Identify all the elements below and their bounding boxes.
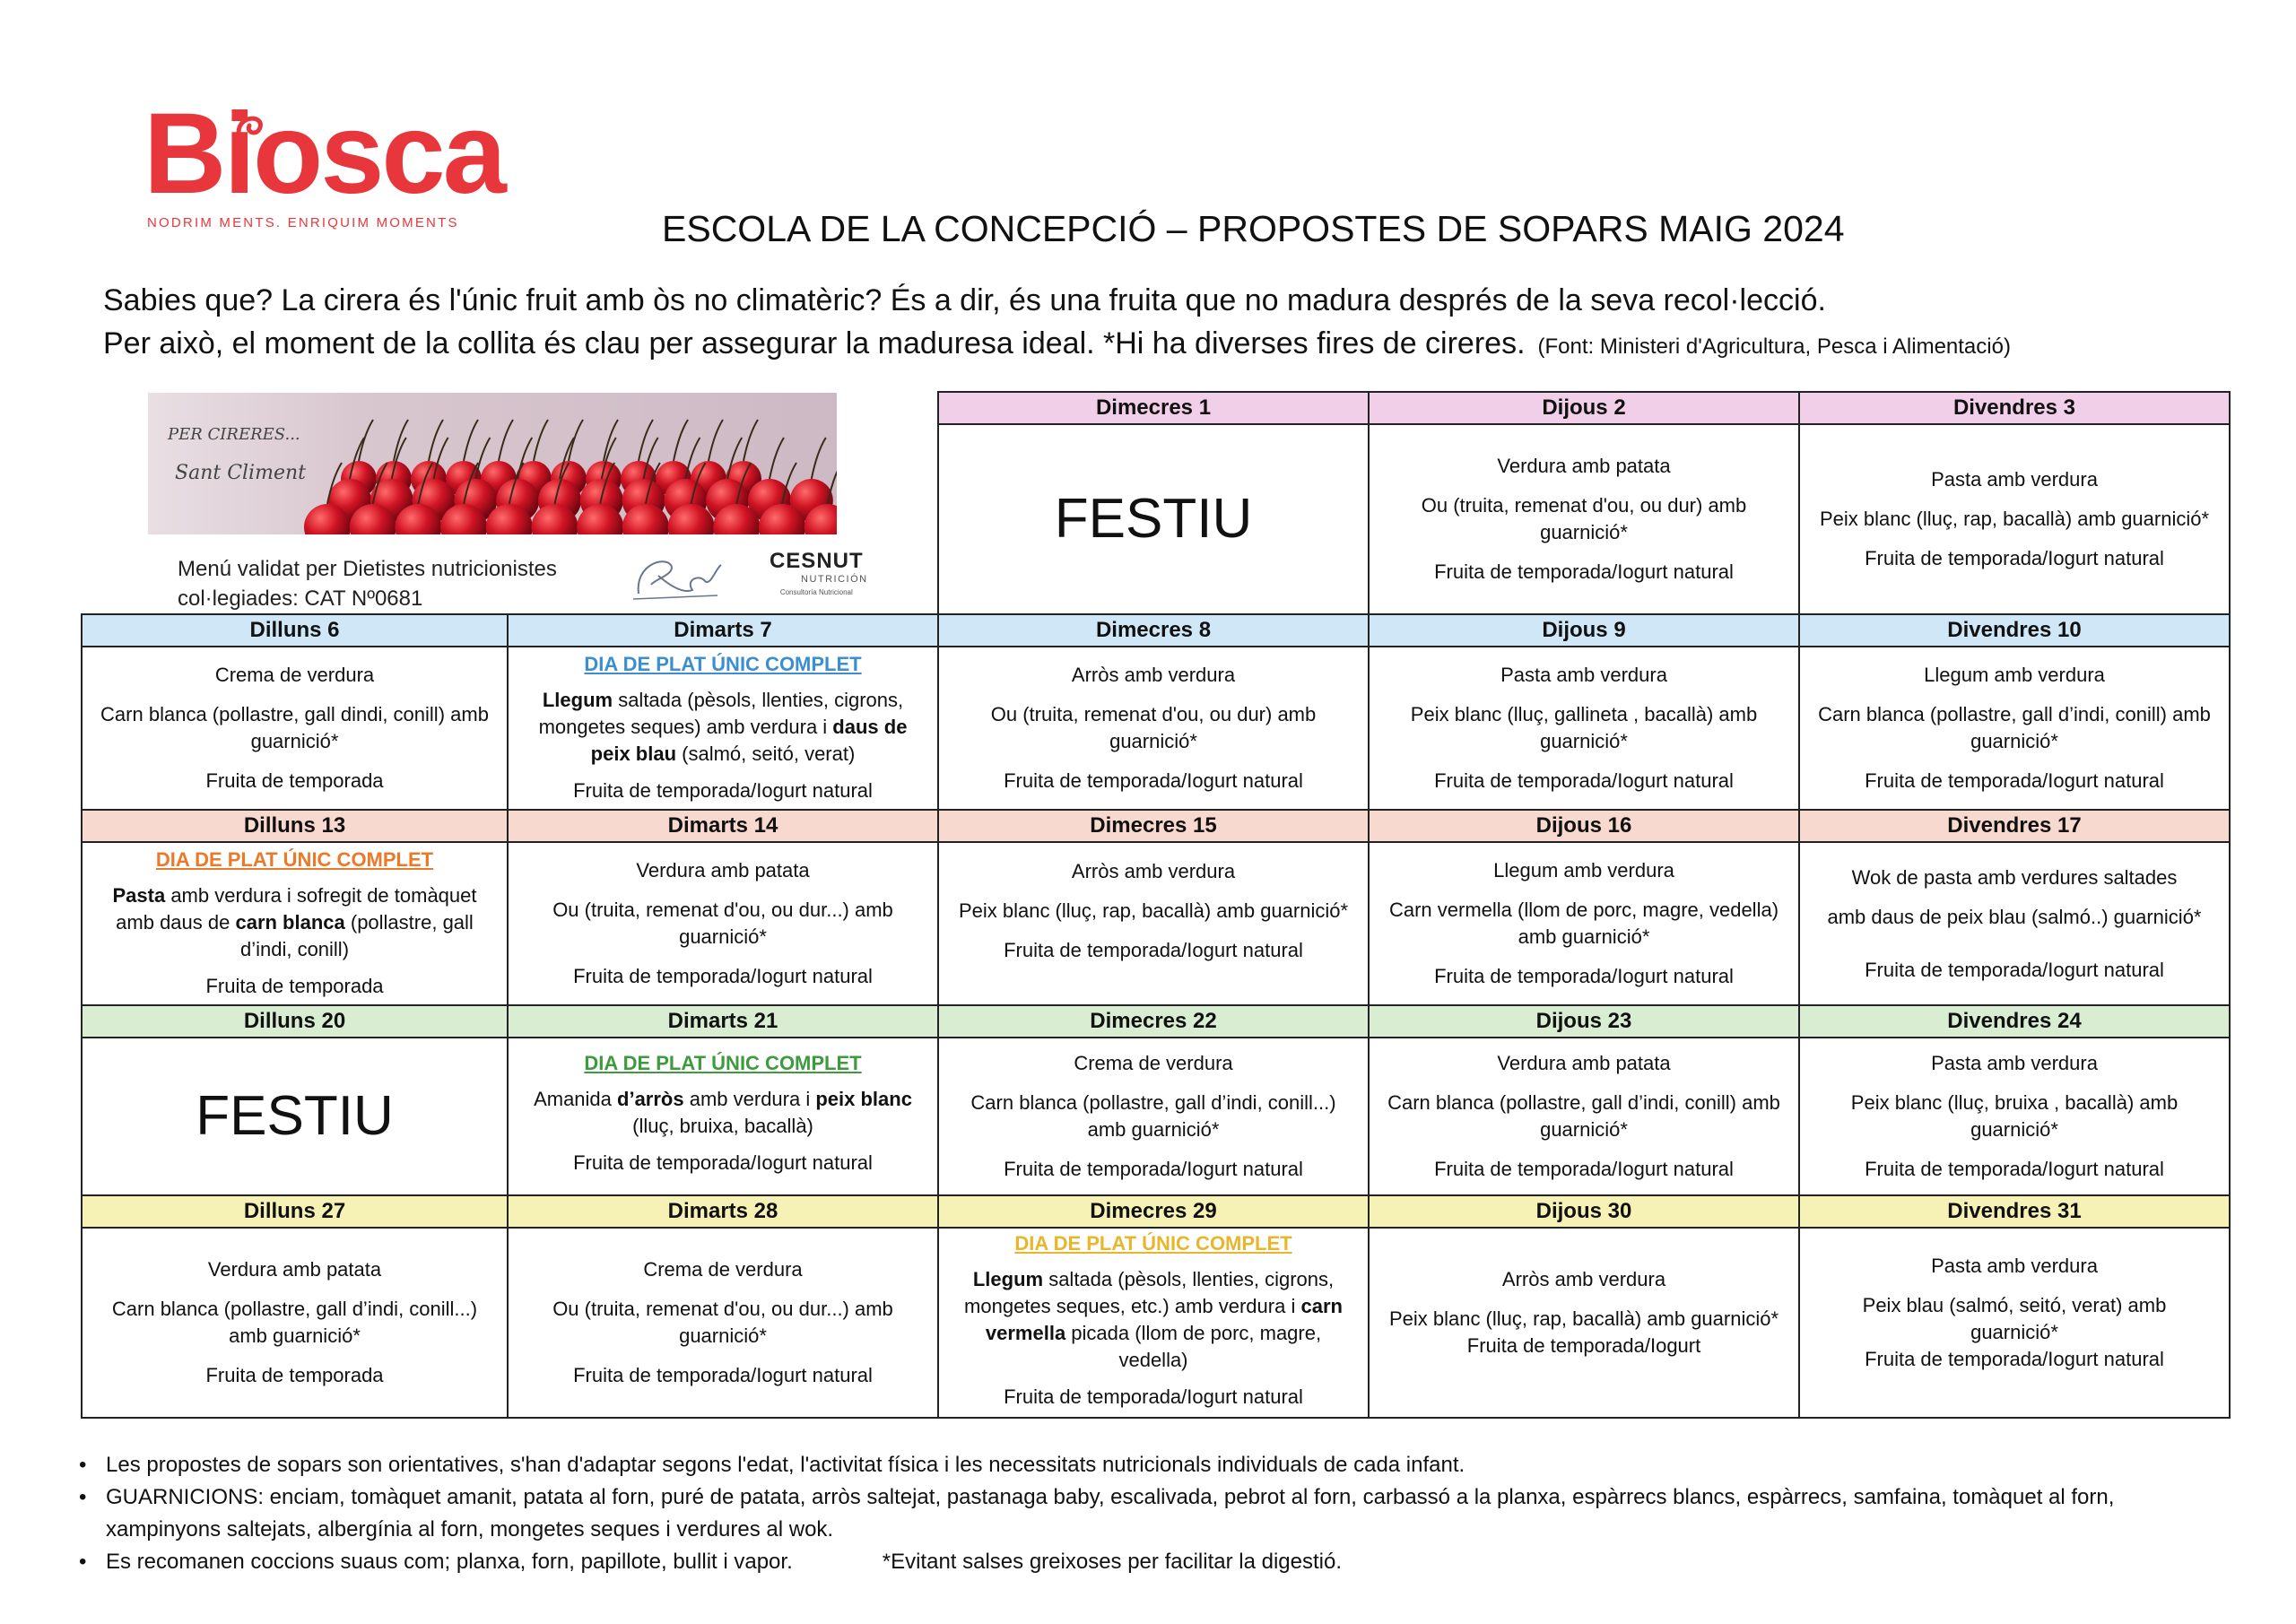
menu-cell-dilluns-13 [81, 841, 509, 1006]
header-dilluns-27: Dilluns 27 [81, 1194, 509, 1229]
header-dijous-2: Dijous 2 [1368, 391, 1800, 425]
dish-first: Verdura amb patata [636, 859, 810, 881]
header-divendres-24: Divendres 24 [1798, 1004, 2231, 1038]
menu-cell-divendres-24 [1798, 1037, 2231, 1196]
dish-text-2: (salmó, seitó, verat) [676, 743, 856, 765]
header-dilluns-6: Dilluns 6 [81, 613, 509, 647]
dish-bold-1: d’arròs [617, 1088, 684, 1110]
menu-cell-dimecres-1 [937, 423, 1370, 615]
dish-dessert: Fruita de temporada/Iogurt natural [1004, 1158, 1303, 1180]
plat-unic-label: DIA DE PLAT ÚNIC COMPLET [155, 848, 434, 871]
festiu-label: FESTIU [1054, 488, 1253, 550]
menu-cell-dimecres-29 [937, 1227, 1370, 1419]
menu-cell-dilluns-27 [81, 1227, 509, 1419]
plat-unic-label: DIA DE PLAT ÚNIC COMPLET [584, 1052, 862, 1074]
festiu-label: FESTIU [196, 1085, 394, 1147]
dish-second: Ou (truita, remenat d'ou, ou dur...) amb guarnició* [552, 1298, 893, 1347]
dish-first: Pasta amb verdura [1931, 1052, 2098, 1074]
dish-text-1: amb verdura i [683, 1088, 816, 1110]
menu-cell-dijous-30 [1368, 1227, 1800, 1419]
dish-first: Arròs amb verdura [1071, 860, 1236, 882]
dish-first: Crema de verdura [643, 1258, 803, 1281]
header-dijous-23: Dijous 23 [1368, 1004, 1800, 1038]
dish-second: Carn blanca (pollastre, gall d’indi, conill...) amb guarnició* [970, 1091, 1336, 1141]
dish-text-2: (pollastre, gall d’indi, conill) [239, 911, 474, 960]
cherries-image [148, 393, 837, 534]
dish-dessert: Fruita de temporada/Iogurt natural [1004, 1385, 1303, 1408]
header-dilluns-20: Dilluns 20 [81, 1004, 509, 1038]
header-divendres-31: Divendres 31 [1798, 1194, 2231, 1229]
fact-line-2-text: Per això, el moment de la collita és clau per assegurar la maduresa ideal. *Hi ha diverses fires de cireres. [103, 326, 1526, 360]
dish-dessert: Fruita de temporada/Iogurt natural [573, 965, 873, 987]
menu-cell-dimarts-28 [507, 1227, 939, 1419]
dish-dessert: Fruita de temporada/Iogurt natural [1004, 939, 1303, 961]
cesnut-sub2: Consultoría Nutricional [779, 588, 853, 596]
menu-cell-dilluns-20 [81, 1037, 509, 1196]
dish-second: Carn blanca (pollastre, gall dindi, conill) amb guarnició* [100, 703, 489, 752]
dish-second: Carn blanca (pollastre, gall d’indi, conill) amb guarnició* [1818, 703, 2211, 752]
dish-bold-1: Pasta [112, 884, 166, 907]
header-dimarts-7: Dimarts 7 [507, 613, 939, 647]
dish-second: Ou (truita, remenat d'ou, ou dur...) amb guarnició* [552, 899, 893, 948]
plat-unic-label: DIA DE PLAT ÚNIC COMPLET [1014, 1232, 1292, 1255]
header-divendres-17: Divendres 17 [1798, 809, 2231, 843]
header-dimecres-1: Dimecres 1 [937, 391, 1370, 425]
cesnut-logo [765, 549, 868, 596]
dish-bold-2: peix blanc [815, 1088, 912, 1110]
menu-cell-dijous-23 [1368, 1037, 1800, 1196]
dish-dessert: Fruita de temporada/Iogurt natural [1865, 547, 2164, 569]
menu-cell-dimarts-21 [507, 1037, 939, 1196]
dish-second: Ou (truita, remenat d'ou, ou dur) amb guarnició* [990, 703, 1317, 752]
dish-first: Pasta amb verdura [1931, 1254, 2098, 1277]
dish-dessert: Fruita de temporada [205, 975, 384, 997]
header-dijous-30: Dijous 30 [1368, 1194, 1800, 1229]
validation-line-2: col·legiades: CAT Nº0681 [178, 586, 423, 611]
header-dijous-16: Dijous 16 [1368, 809, 1800, 843]
menu-cell-dimecres-22 [937, 1037, 1370, 1196]
dish-dessert: Fruita de temporada [205, 1364, 384, 1386]
header-dimarts-28: Dimarts 28 [507, 1194, 939, 1229]
note-evitant: *Evitant salses greixoses per facilitar la digestió. [882, 1550, 1342, 1574]
cherries-illustration [148, 393, 837, 534]
header-dimecres-29: Dimecres 29 [937, 1194, 1370, 1229]
menu-cell-dimarts-14 [507, 841, 939, 1006]
dish-dessert: Fruita de temporada/Iogurt natural [1865, 1158, 2164, 1180]
cesnut-sub: NUTRICIÓN [801, 574, 868, 585]
dish-text-1: saltada (pèsols, llenties, cigrons, mongetes seques) amb verdura i [538, 689, 904, 738]
note-item: • Les propostes de sopars son orientatives, s'han d'adaptar segons l'edat, l'activitat física i les necessitats nutricionals individuals de cada infant. [79, 1449, 2231, 1481]
dish-first: Verdura amb patata [207, 1258, 382, 1281]
dish-first: Wok de pasta amb verdures saltades [1851, 865, 2178, 889]
dish-first: Arròs amb verdura [1501, 1267, 1666, 1290]
note-item: • GUARNICIONS: enciam, tomàquet amanit, patata al forn, puré de patata, arròs saltejat, pastanaga baby, escalivada, pebrot al forn, carbassó a la planxa, espàrrecs blancs, espàrrecs, samfaina, tomàquet al forn, xampinyons saltejats, albergínia al forn, mongetes seques i verdures al wok. [79, 1481, 2231, 1546]
dish-main [525, 1086, 921, 1140]
cherry-caption-2: Sant Climent [175, 462, 306, 484]
dish-text-2: (lluç, bruixa, bacallà) [632, 1115, 813, 1137]
menu-cell-dimecres-8 [937, 646, 1370, 811]
header-dilluns-13: Dilluns 13 [81, 809, 509, 843]
dish-dessert: Fruita de temporada/Iogurt natural [1004, 769, 1303, 792]
dish-bold-1: Llegum [972, 1268, 1044, 1290]
dish-text-0: Amanida [534, 1088, 618, 1110]
validation-note [178, 554, 557, 613]
dish-dessert: Fruita de temporada/Iogurt natural [573, 1364, 873, 1386]
biosca-logo: Biosca [144, 90, 504, 218]
plat-unic-label: DIA DE PLAT ÚNIC COMPLET [584, 653, 862, 675]
dish-text-1: amb verdura i sofregit de tomàquet amb daus de [116, 884, 477, 934]
dish-second: Ou (truita, remenat d'ou, ou dur) amb guarnició* [1421, 494, 1747, 543]
dish-first: Crema de verdura [1074, 1052, 1233, 1074]
header-dimecres-22: Dimecres 22 [937, 1004, 1370, 1038]
validation-line-1: Menú validat per Dietistes nutricionistes [178, 557, 557, 581]
dish-first: Pasta amb verdura [1931, 468, 2098, 491]
dish-second: Peix blanc (lluç, bruixa , bacallà) amb guarnició* [1850, 1091, 2179, 1141]
header-dimarts-21: Dimarts 21 [507, 1004, 939, 1038]
menu-cell-dimarts-7 [507, 646, 939, 811]
header-dimecres-8: Dimecres 8 [937, 613, 1370, 647]
notes-list [79, 1449, 2231, 1578]
dish-dessert: Fruita de temporada [205, 769, 384, 792]
header-dimarts-14: Dimarts 14 [507, 809, 939, 843]
dish-bold-2: daus de peix blau [590, 716, 908, 765]
dish-dessert: Fruita de temporada/Iogurt natural [1865, 1347, 2164, 1370]
dish-first: Pasta amb verdura [1500, 664, 1667, 686]
dish-first: Arròs amb verdura [1071, 664, 1236, 686]
logo-swirl-icon [233, 106, 269, 142]
menu-cell-dijous-9 [1368, 646, 1800, 811]
menu-cell-dijous-2 [1368, 423, 1800, 615]
header-dimecres-15: Dimecres 15 [937, 809, 1370, 843]
dish-first: Llegum amb verdura [1493, 859, 1674, 881]
dish-main [955, 1266, 1352, 1374]
dish-dessert: Fruita de temporada/Iogurt natural [573, 779, 873, 802]
dish-first: Crema de verdura [214, 664, 375, 686]
dish-second: Carn blanca (pollastre, gall d’indi, conill) amb guarnició* [1387, 1091, 1780, 1141]
dish-dessert: Fruita de temporada/Iogurt [1466, 1333, 1701, 1357]
dish-bold-2: carn blanca [235, 911, 345, 934]
dish-first: Verdura amb patata [1497, 455, 1671, 477]
menu-cell-dijous-16 [1368, 841, 1800, 1006]
dish-dessert: Fruita de temporada/Iogurt natural [1865, 958, 2164, 981]
dish-first: Llegum amb verdura [1924, 664, 2105, 686]
note-item [79, 1546, 2231, 1578]
dish-dessert: Fruita de temporada/Iogurt natural [1865, 769, 2164, 792]
logo-tagline: NODRIM MENTS. ENRIQUIM MOMENTS [147, 215, 459, 230]
cherry-caption-1: PER CIRERES... [168, 425, 300, 444]
page-title: ESCOLA DE LA CONCEPCIÓ – PROPOSTES DE SOPARS MAIG 2024 [662, 208, 1845, 249]
header-divendres-3: Divendres 3 [1798, 391, 2231, 425]
dish-bold-1: Llegum [542, 689, 613, 711]
dish-dessert: Fruita de temporada/Iogurt natural [1434, 560, 1734, 583]
menu-cell-divendres-3 [1798, 423, 2231, 615]
dish-dessert: Fruita de temporada/Iogurt natural [1434, 965, 1734, 987]
dish-second: Peix blau (salmó, seitó, verat) amb guarnició* [1862, 1293, 2167, 1343]
dish-dessert: Fruita de temporada/Iogurt natural [1434, 769, 1734, 792]
fact-line-2 [103, 326, 2011, 361]
menu-cell-divendres-17 [1798, 841, 2231, 1006]
dish-text-2: picada (llom de porc, magre, vedella) [1065, 1322, 1322, 1371]
dish-bold-2: carn vermella [985, 1295, 1343, 1344]
note-coccions: Es recomanen coccions suaus com; planxa, forn, papillote, bullit i vapor. [106, 1550, 793, 1574]
dish-dessert: Fruita de temporada/Iogurt natural [1434, 1158, 1734, 1180]
dish-first: Verdura amb patata [1497, 1052, 1671, 1074]
menu-cell-dimecres-15 [937, 841, 1370, 1006]
dish-dessert: Fruita de temporada/Iogurt natural [573, 1151, 873, 1174]
dish-second: Carn vermella (llom de porc, magre, vedella) amb guarnició* [1388, 899, 1779, 948]
dish-second: Peix blanc (lluç, rap, bacallà) amb guarnició* [1819, 508, 2210, 530]
fact-line-1: Sabies que? La cirera és l'únic fruit amb òs no climatèric? És a dir, és una fruita que no madura després de la seva recol·lecció. [103, 283, 1826, 317]
dish-second: Peix blanc (lluç, rap, bacallà) amb guarnició* [1388, 1307, 1779, 1330]
dish-second: Peix blanc (lluç, rap, bacallà) amb guarnició* [958, 899, 1349, 922]
dish-second: Peix blanc (lluç, gallineta , bacallà) amb guarnició* [1410, 703, 1758, 752]
dish-main [525, 687, 921, 768]
menu-cell-divendres-10 [1798, 646, 2231, 811]
dish-main [99, 882, 491, 963]
menu-cell-dilluns-6 [81, 646, 509, 811]
dish-second: Carn blanca (pollastre, gall d’indi, conill...) amb guarnició* [111, 1298, 478, 1347]
signature-icon [628, 549, 726, 604]
fact-source: (Font: Ministeri d'Agricultura, Pesca i Alimentació) [1537, 334, 2011, 359]
dish-text-1: saltada (pèsols, llenties, cigrons, mongetes seques, etc.) amb verdura i [964, 1268, 1335, 1317]
cesnut-name: CESNUT [769, 549, 864, 573]
dish-second: amb daus de peix blau (salmó..) guarnició* [1827, 905, 2202, 928]
menu-cell-divendres-31 [1798, 1227, 2231, 1419]
header-dijous-9: Dijous 9 [1368, 613, 1800, 647]
header-divendres-10: Divendres 10 [1798, 613, 2231, 647]
